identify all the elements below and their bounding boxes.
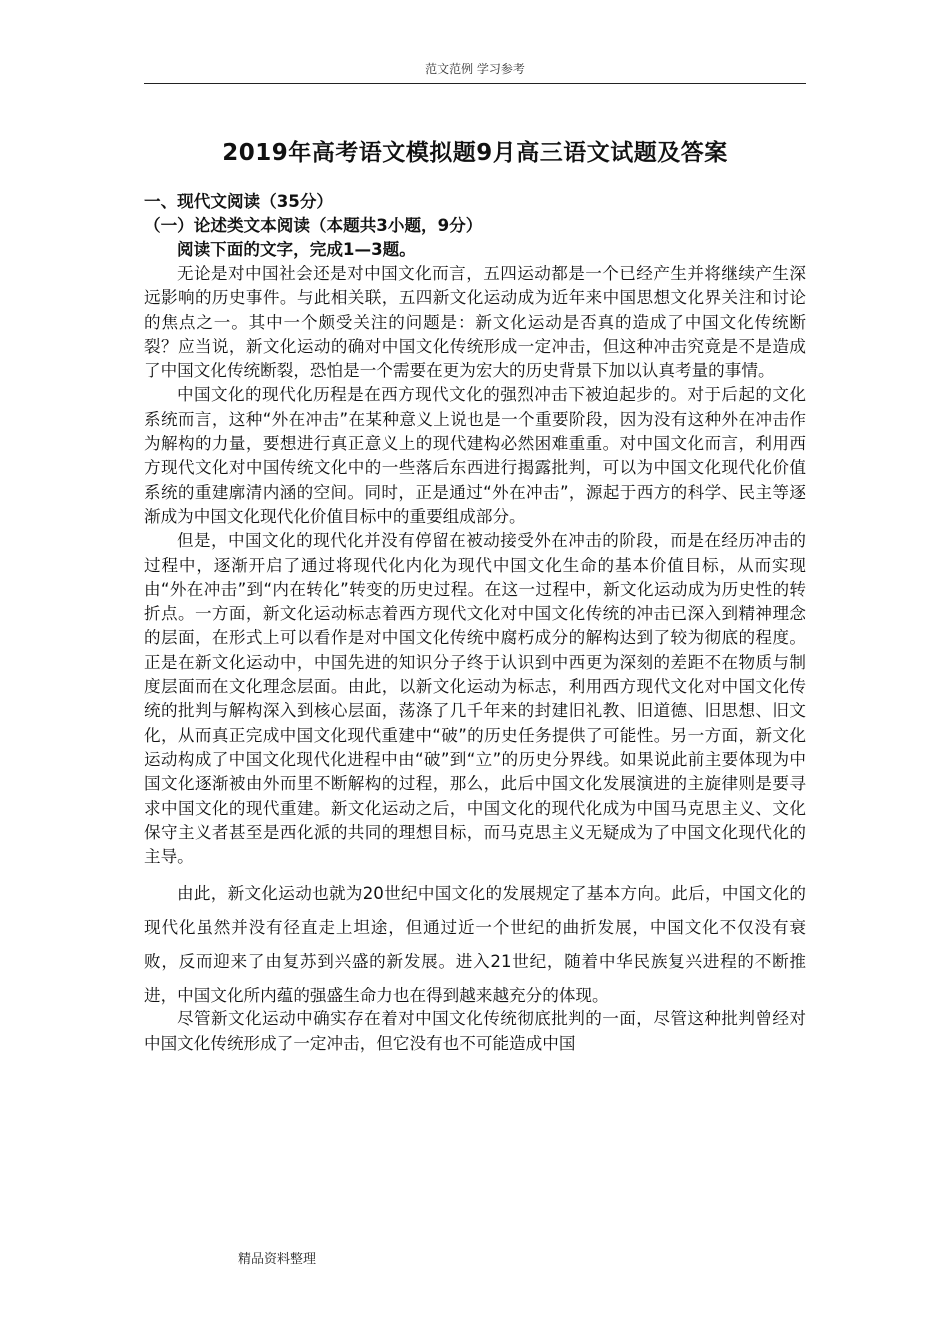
- paragraph-4: 由此，新文化运动也就为20世纪中国文化的发展规定了基本方向。此后，中国文化的现代化虽然并没有径直走上坦途，但通过近一个世纪的曲折发展，中国文化不仅没有衰败，反而迎来了由复苏到兴盛的新发展。进入21世纪，随着中华民族复兴进程的不断推进，中国文化所内蕴的强盛生命力也在得到越来越充分的体现。: [144, 884, 806, 1006]
- document-body: [144, 190, 806, 1056]
- paragraph-1: 无论是对中国社会还是对中国文化而言，五四运动都是一个已经产生并将继续产生深远影响的历史事件。与此相关联，五四新文化运动成为近年来中国思想文化界关注和讨论的焦点之一。其中一个颇受关注的问题是：新文化运动是否真的造成了中国文化传统断裂？应当说，新文化运动的确对中国文化传统形成一定冲击，但这种冲击究竟是不是造成了中国文化传统断裂，恐怕是一个需要在更为宏大的历史背景下加以认真考量的事情。: [144, 264, 806, 381]
- paragraph-3: 但是，中国文化的现代化并没有停留在被动接受外在冲击的阶段，而是在经历冲击的过程中，逐渐开启了通过将现代化内化为现代中国文化生命的基本价值目标，从而实现由“外在冲击”到“内在转化”转变的历史过程。在这一过程中，新文化运动成为历史性的转折点。一方面，新文化运动标志着西方现代文化对中国文化传统的冲击已深入到精神理念的层面，在形式上可以看作是对中国文化传统中腐朽成分的解构达到了较为彻底的程度。正是在新文化运动中，中国先进的知识分子终于认识到中西更为深刻的差距不在物质与制度层面而在文化理念层面。由此，以新文化运动为标志，利用西方现代文化对中国文化传统的批判与解构深入到核心层面，荡涤了几千年来的封建旧礼教、旧道德、旧思想、旧文化，从而真正完成中国文化现代重建中“破”的历史任务提供了可能性。另一方面，新文化运动构成了中国文化现代化进程中由“破”到“立”的历史分界线。如果说此前主要体现为中国文化逐渐被由外而里不断解构的过程，那么，此后中国文化发展演进的主旋律则是要寻求中国文化的现代重建。新文化运动之后，中国文化的现代化成为中国马克思主义、文化保守主义者甚至是西化派的共同的理想目标，而马克思主义无疑成为了中国文化现代化的主导。: [144, 531, 806, 867]
- paragraph-2: 中国文化的现代化历程是在西方现代文化的强烈冲击下被迫起步的。对于后起的文化系统而言，这种“外在冲击”在某种意义上说也是一个重要阶段，因为没有这种外在冲击作为解构的力量，要想进行真正意义上的现代建构必然困难重重。对中国文化而言，利用西方现代文化对中国传统文化中的一些落后东西进行揭露批判，可以为中国文化现代化价值系统的重建廓清内涵的空间。同时，正是通过“外在冲击”，源起于西方的科学、民主等逐渐成为中国文化现代化价值目标中的重要组成部分。: [144, 385, 806, 526]
- reading-instruction: 阅读下面的文字，完成1—3题。: [177, 240, 416, 259]
- page-header: 范文范例 学习参考: [425, 62, 525, 76]
- header-divider: [144, 83, 806, 84]
- page-footer: 精品资料整理: [238, 1252, 317, 1267]
- section-heading: 一、现代文阅读（35分）: [144, 192, 334, 211]
- document-title: 2019年高考语文模拟题9月高三语文试题及答案: [222, 140, 728, 166]
- paragraph-5: 尽管新文化运动中确实存在着对中国文化传统彻底批判的一面，尽管这种批判曾经对中国文化传统形成了一定冲击，但它没有也不可能造成中国: [144, 1009, 806, 1053]
- section-subheading: （一）论述类文本阅读（本题共3小题，9分）: [144, 216, 483, 235]
